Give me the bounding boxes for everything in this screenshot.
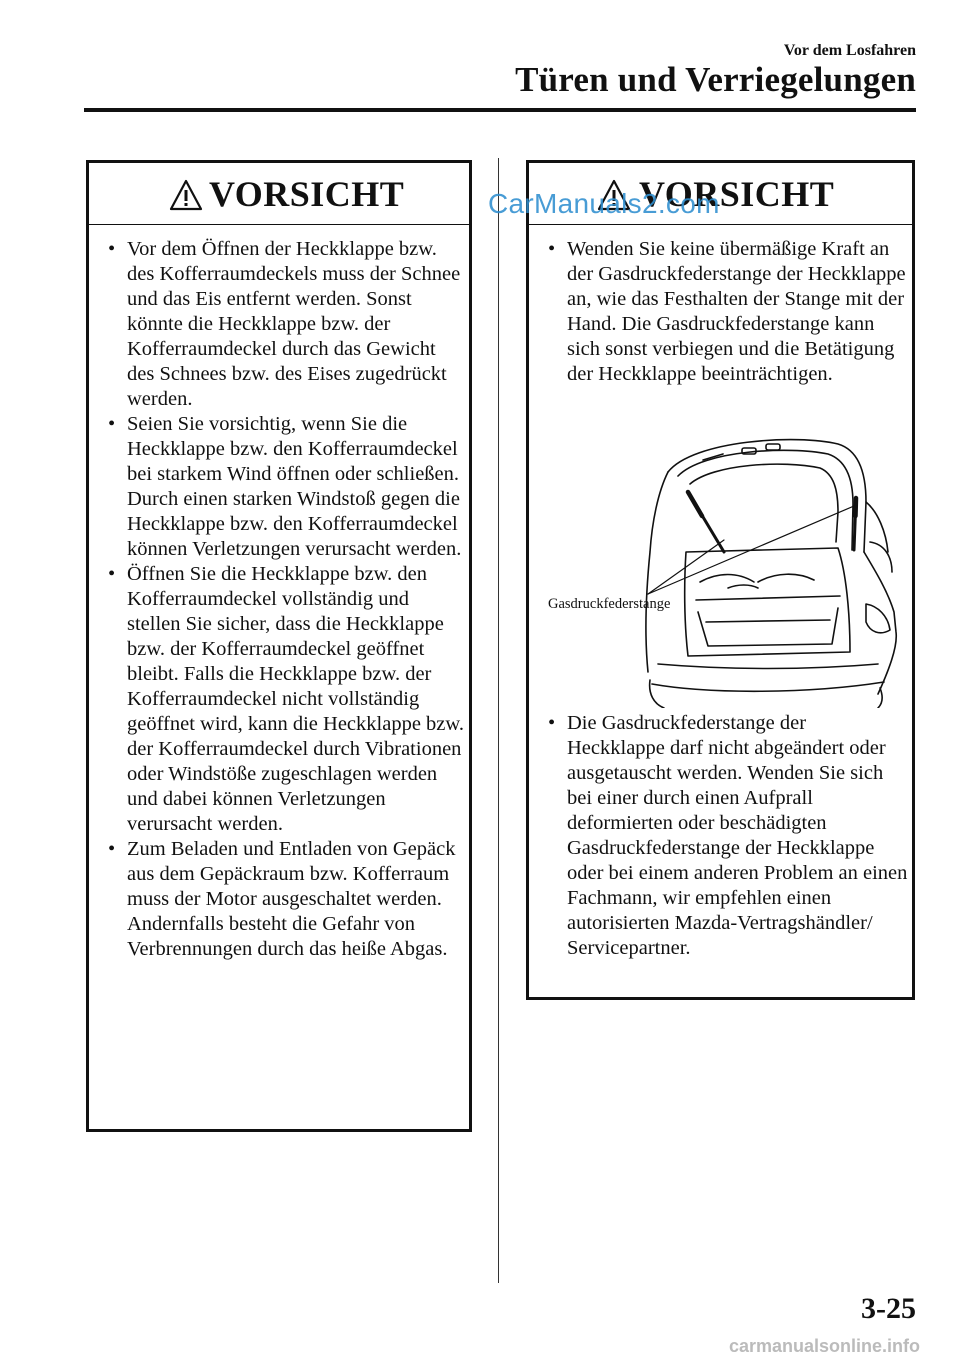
bullet: •: [548, 238, 556, 260]
page-number: 3-25: [861, 1292, 916, 1325]
caution-title: VORSICHT: [639, 174, 835, 214]
caution-item-text: Vor dem Öffnen der Heckklappe bzw. des Kofferraumdeckels muss der Schnee und das Eis entfernt werden. Sonst könnte die Heckklappe bzw. der Kofferraumdeckel durch das Gewicht des Schnees bzw. des Eises zugedrückt werden.: [127, 238, 461, 410]
caution-item-text: Wenden Sie keine übermäßige Kraft an der Gasdruckfederstange der Heckklappe an, wie das Festhalten der Stange mit der Hand. Die Gasdruckfederstange kann sich sonst verbiegen und die Betätigung der Heckklappe beeinträchtigen.: [567, 238, 906, 385]
caution-item: [107, 412, 467, 562]
caution-item: [547, 711, 909, 961]
warning-triangle-icon: [169, 179, 203, 211]
caution-item-text: Die Gasdruckfederstange der Heckklappe darf nicht abgeändert oder ausgetauscht werden. Wenden Sie sich bei einer durch einen Aufprall deformierten oder beschädigten Gasdruckfederstange der Heckklappe oder bei einem anderen Problem an einen Fachmann, wir empfehlen einen autorisierten Mazda-Vertragshändler/ Servicepartner.: [567, 712, 908, 959]
bullet: •: [108, 238, 116, 260]
bullet: •: [108, 563, 116, 585]
bullet: •: [548, 712, 556, 734]
caution-item-text: Seien Sie vorsichtig, wenn Sie die Heckklappe bzw. den Kofferraumdeckel bei starkem Wind öffnen oder schließen. Durch einen starken Windstoß gegen die Heckklappe bzw. den Kofferraumdeckel können Verletzungen verursacht werden.: [127, 413, 462, 560]
gas-strut-label: Gasdruckfederstange: [548, 596, 671, 612]
caution-title: VORSICHT: [209, 174, 405, 214]
watermark: CarManuals2.com: [488, 188, 720, 219]
caution-list: [107, 237, 467, 962]
caution-box-left: [86, 160, 472, 1132]
bullet: •: [108, 838, 116, 860]
caution-item: [547, 237, 909, 387]
tailgate-illustration: [528, 432, 903, 708]
caution-item: [107, 237, 467, 412]
caution-header: [89, 163, 469, 225]
caution-item: [107, 562, 467, 837]
header-rule: [84, 108, 916, 112]
caution-item-text: Öffnen Sie die Heckklappe bzw. den Kofferraumdeckel vollständig und stellen Sie sicher, dass die Heckklappe bzw. der Kofferraumdeckel geöffnet bleibt. Falls die Heckklappe bzw. der Kofferraumdeckel nicht vollständig geöffnet wird, kann die Heckklappe bzw. der Kofferraumdeckel durch Vibrationen oder Windstöße zugeschlagen werden und dabei können Verletzungen verursacht werden.: [127, 563, 464, 835]
chapter-title: Türen und Verriegelungen: [515, 60, 916, 99]
caution-list: [547, 711, 909, 961]
caution-item: [107, 837, 467, 962]
site-watermark: carmanualsonline.info: [728, 1336, 920, 1356]
caution-item-text: Zum Beladen und Entladen von Gepäck aus dem Gepäckraum bzw. Kofferraum muss der Motor ausgeschaltet werden. Andernfalls besteht die Gefahr von Verbrennungen durch das heiße Abgas.: [127, 838, 456, 960]
column-divider: [498, 158, 499, 1283]
section-label: Vor dem Losfahren: [783, 42, 916, 59]
caution-list: [547, 237, 909, 387]
bullet: •: [108, 413, 116, 435]
